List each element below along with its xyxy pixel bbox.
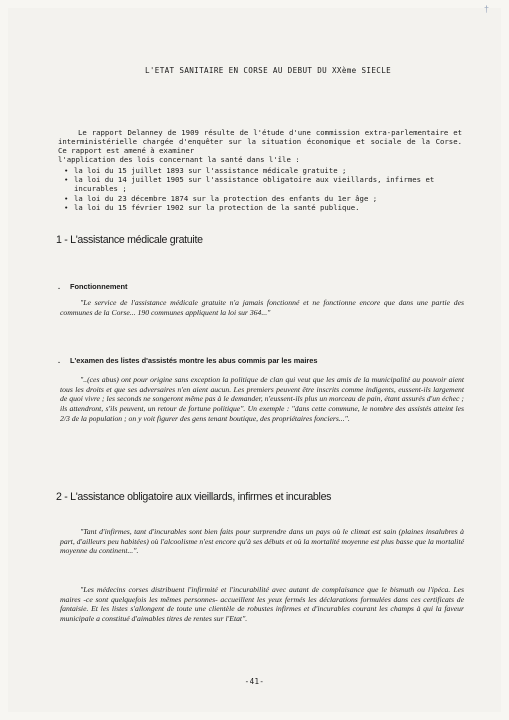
subheading-fonctionnement xyxy=(58,282,127,291)
subheading-label: Fonctionnement xyxy=(70,282,128,291)
law-item-text: la loi du 14 juillet 1905 sur l'assistance obligatoire aux vieillards, infirmes et incurables ; xyxy=(74,175,435,194)
subheading-examen-listes xyxy=(58,356,318,365)
law-list xyxy=(62,166,462,212)
quote-fonctionnement: "Le service de l'assistance médicale gratuite n'a jamais fonctionné et ne fonctionne encore que dans une partie des communes de la Corse... 190 communes appliquent la loi sur 364..." xyxy=(60,298,464,317)
bullet: . xyxy=(58,282,61,291)
quote-abus: "..(ces abus) ont pour origine sans exception la politique de clan qui veut que les amis de la municipalité au pouvoir aient tous les droits et que ses adversaires n'en aient aucun. Les premiers peuvent être inscrits comme indigents, eussent-ils largement de quoi vivre ; les seconds ne songeront même pas à le demander, n'eussent-ils plus un morceau de pain, étant assurés d'un échec ; ils attendront, s'ils peuvent, un retour de fortune politique". Un exemple : "dans cette commune, le nombre des assistés atteint les 2/3 de la population ; on y voit figurer des gens tenant boutique, des propriétaires fonciers...". xyxy=(60,375,464,423)
page-title: L'ETAT SANITAIRE EN CORSE AU DEBUT DU XXème SIECLE xyxy=(144,66,392,75)
section-heading-1: 1 - L'assistance médicale gratuite xyxy=(56,234,203,246)
intro-paragraph: Le rapport Delanney de 1909 résulte de l'étude d'une commission extra-parlementaire et interministérielle chargée d'enquêter sur la situation économique et sociale de la Corse. Ce rapport est amené à examiner xyxy=(58,128,462,156)
page-number: -41- xyxy=(244,677,265,686)
intro-lead: l'application des lois concernant la santé dans l'île : xyxy=(58,155,300,164)
quote-infirmes: "Tant d'infirmes, tant d'incurables sont bien faits pour surprendre dans un pays où le climat est sain (plaines insalubres à part, d'ailleurs peu habitées) où l'alcoolisme n'est encore qu'à ses débuts et où la mortalité moyenne est plus basse que la mortalité moyenne du continent...". xyxy=(60,527,464,556)
quote-medecins: "Les médecins corses distribuent l'infirmité et l'incurabilité avec autant de complaisance que le bismuth ou l'ipéca. Les maires -ce sont quelquefois les mêmes personnes- accueillent les yeux fermés les déclarations formulées dans ces certificats de fantaisie. Et les listes s'allongent de toute une clientèle de robustes infirmes et d'incurables courant les champs à qui la faveur municipale a constitué d'aimables titres de rentes sur l'Etat". xyxy=(60,585,464,624)
law-item: • la loi du 15 février 1902 sur la protection de la santé publique. xyxy=(62,203,462,212)
section-heading-2: 2 - L'assistance obligatoire aux vieillards, infirmes et incurables xyxy=(56,491,332,503)
subheading-label: L'examen des listes d'assistés montre les abus commis par les maires xyxy=(70,356,318,365)
law-item: • la loi du 15 juillet 1893 sur l'assistance médicale gratuite ; xyxy=(62,166,462,175)
bullet: . xyxy=(58,356,61,365)
law-item xyxy=(62,175,462,193)
corner-mark: † xyxy=(484,4,490,14)
law-item: • la loi du 23 décembre 1874 sur la protection des enfants du 1er âge ; xyxy=(62,194,462,203)
